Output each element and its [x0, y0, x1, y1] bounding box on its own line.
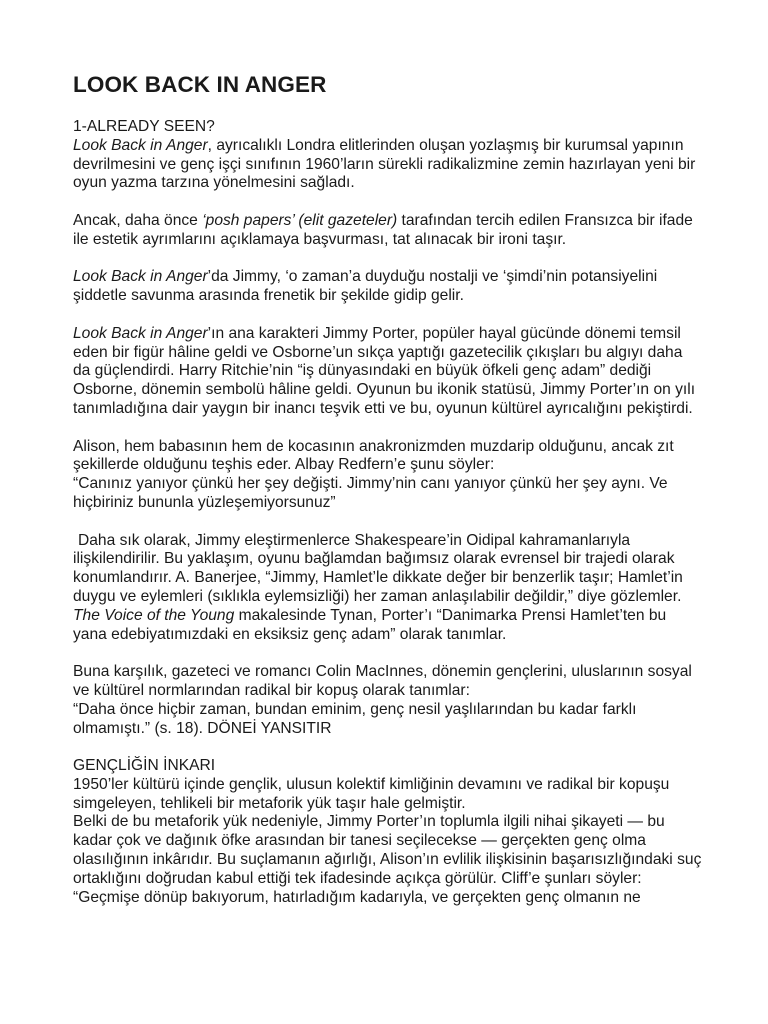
posh-papers-italic: ‘posh papers’ (elit gazeteler): [202, 211, 398, 229]
paragraph-text: , ayrıcalıklı Londra elitlerinden oluşan yozlaşmış bir kurumsal yapının devrilmesini ve genç işçi sınıfının 1960’ların sürekli radikalizmine zemin hazırlayan yeni bir oyun yazma tarzına yönelmesini sağladı.: [73, 136, 696, 192]
paragraph-text: ’da Jimmy, ‘o zaman’a duyduğu nostalji ve ‘şimdi’nin potansiyelini şiddetle savunma arasında frenetik bir şekilde gidip gelir.: [73, 268, 658, 305]
paragraph-alison: [73, 438, 702, 513]
paragraph-jimmy-porter: [73, 325, 702, 419]
paragraph-text: tarafından tercih edilen Fransızca bir ifade ile estetik ayrımlarını açıklamaya başvurması, tat alınacak bir ironi taşır.: [73, 211, 693, 248]
play-title-italic: Look Back in Anger: [73, 136, 208, 154]
paragraph-text: Buna karşılık, gazeteci ve romancı Colin MacInnes, dönemin gençlerini, uluslarının sosyal ve kültürel normlarından radikal bir kopuş olarak tanımlar:: [73, 663, 692, 699]
paragraph-nostalgia: [73, 268, 702, 306]
play-title-italic: Look Back in Anger: [73, 268, 208, 286]
quote-alison-cliff: “Geçmişe dönüp bakıyorum, hatırladığım kadarıyla, ve gerçekten genç olmanın ne: [73, 888, 641, 906]
quote-macinnes: “Daha önce hiçbir zaman, bundan eminim, genç nesil yaşlılarından bu kadar farklı olmamıştı.” (s. 18). DÖNEİ YANSITIR: [73, 700, 637, 737]
paragraph-text: Ancak, daha önce: [73, 211, 203, 229]
paragraph-posh-papers: [73, 212, 702, 250]
paragraph-text: Alison, hem babasının hem de kocasının anakronizmden muzdarip olduğunu, ancak zıt şekillerde olduğunu teşhis eder. Albay Redfern’e şunu söyler:: [73, 437, 674, 474]
section-heading-already-seen: 1-ALREADY SEEN?: [73, 118, 215, 135]
paragraph-hamlet: [73, 532, 702, 645]
section-heading-youth-denial: GENÇLİĞİN İNKARI: [73, 757, 216, 775]
play-title-italic: Look Back in Anger: [73, 324, 208, 342]
page-title: LOOK BACK IN ANGER: [73, 72, 327, 97]
article-title-italic: The Voice of the Young: [73, 606, 235, 624]
paragraph-intro: [73, 118, 702, 193]
paragraph-text: 1950’ler kültürü içinde gençlik, ulusun kolektif kimliğinin devamını ve radikal bir kopuşu simgeleyen, tehlikeli bir metaforik yük taşır hale gelmiştir.: [73, 775, 670, 812]
paragraph-text: Daha sık olarak, Jimmy eleştirmenlerce Shakespeare’in Oidipal kahramanlarıyla ilişkilendirilir. Bu yaklaşım, oyunu bağlamdan bağımsız olarak evrensel bir trajedi olarak konumlandırır. A. Banerjee, “Jimmy, Hamlet’le dikkate değer bir benzerlik taşır; Hamlet’in duygu ve eylemleri (sıklıkla eylemsizliği) her zaman anlaşılabilir değildir,” diye gözlemler.: [73, 531, 683, 605]
paragraph-text: ’ın ana karakteri Jimmy Porter, popüler hayal gücünde dönemi temsil eden bir figür hâline geldi ve Osborne’un sıkça yaptığı gazetecilik çıkışları bu algıyı daha da güçlendirdi. Harry Ritchie’nin “iş dünyasındaki en büyük öfkeli genç adam” dediği Osborne, dönemin sembolü hâline geldi. Oyunun bu ikonik statüsü, Jimmy Porter’ın on yılı tanımladığına dair yaygın bir inancı teşvik etti ve bu, oyunun kültürel ayrıcalığını pekiştirdi.: [73, 324, 696, 417]
paragraph-macinnes: [73, 663, 702, 738]
paragraph-text: makalesinde Tynan, Porter’ı “Danimarka Prensi Hamlet’ten bu yana edebiyatımızdaki en eksiksiz genç adam” olarak tanımlar.: [73, 606, 667, 643]
quote-alison: “Canınız yanıyor çünkü her şey değişti. Jimmy’nin canı yanıyor çünkü her şey aynı. Ve hiçbiriniz bununla yüzleşemiyorsunuz”: [73, 475, 668, 511]
paragraph-text: Belki de bu metaforik yük nedeniyle, Jimmy Porter’ın toplumla ilgili nihai şikayeti — bu kadar çok ve dağınık öfke arasından bir tanesi seçilecekse — gerçekten genç olma olasılığının inkârıdır. Bu suçlamanın ağırlığı, Alison’ın evlilik ilişkisinin başarısızlığındaki suç ortaklığını doğrudan kabul ettiği tek ifadesinde açıkça görülür. Cliff’e şunları söyler:: [73, 813, 702, 887]
paragraph-youth-denial: [73, 757, 702, 907]
